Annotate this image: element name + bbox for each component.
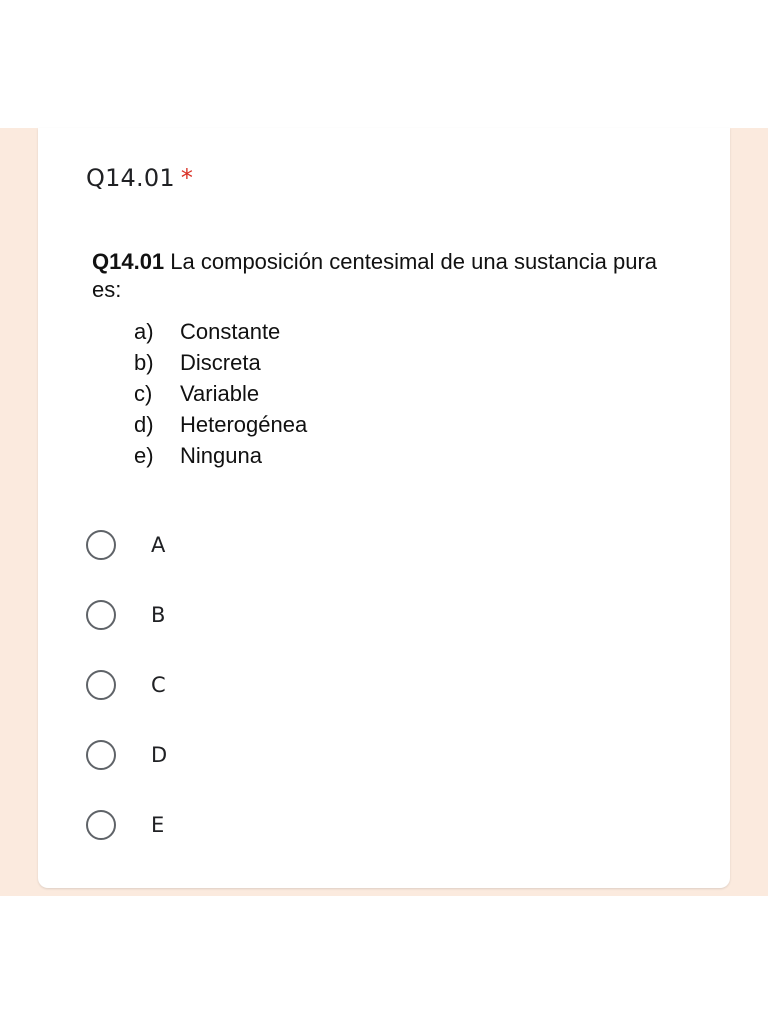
option-letter: c) <box>134 381 153 406</box>
option-letter: b) <box>134 350 154 375</box>
bottom-band <box>0 896 768 1024</box>
choice-c[interactable] <box>86 650 167 720</box>
top-band <box>0 0 768 128</box>
required-asterisk: * <box>180 164 194 192</box>
choice-b[interactable] <box>86 580 167 650</box>
choice-e[interactable] <box>86 790 167 860</box>
option-letter: d) <box>134 412 154 437</box>
option-text: Heterogénea <box>180 412 308 437</box>
radio-button-a[interactable] <box>86 530 116 560</box>
radio-button-b[interactable] <box>86 600 116 630</box>
question-statement <box>92 248 692 304</box>
option-text: Constante <box>180 319 281 344</box>
choice-label[interactable]: E <box>151 813 165 837</box>
question-option <box>134 440 692 471</box>
question-option <box>134 409 692 440</box>
question-card <box>38 128 730 888</box>
choice-label[interactable]: B <box>151 603 166 627</box>
choice-d[interactable] <box>86 720 167 790</box>
option-text: Ninguna <box>180 443 262 468</box>
option-text: Discreta <box>180 350 261 375</box>
option-letter: a) <box>134 319 154 344</box>
radio-button-e[interactable] <box>86 810 116 840</box>
question-option-list <box>134 316 692 471</box>
choice-label[interactable]: C <box>151 673 166 697</box>
option-text: Variable <box>180 381 260 406</box>
question-title <box>86 164 193 192</box>
choice-label[interactable]: D <box>151 743 168 767</box>
option-letter: e) <box>134 443 154 468</box>
radio-button-c[interactable] <box>86 670 116 700</box>
question-option <box>134 347 692 378</box>
question-title-text: Q14.01 <box>86 164 175 192</box>
radio-choice-group <box>86 510 167 860</box>
choice-label[interactable]: A <box>151 533 166 557</box>
question-option <box>134 316 692 347</box>
question-text: La composición centesimal de una sustancia pura es: <box>92 249 658 302</box>
question-id: Q14.01 <box>92 249 165 274</box>
question-image <box>92 248 692 471</box>
radio-button-d[interactable] <box>86 740 116 770</box>
question-option <box>134 378 692 409</box>
choice-a[interactable] <box>86 510 167 580</box>
